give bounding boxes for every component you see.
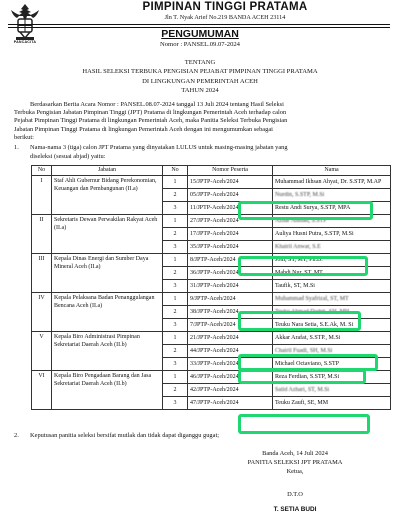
header-name: Nama xyxy=(273,166,391,176)
position-name: Staf Ahli Gubernur Bidang Perekonomian, Keuangan dan Pembangunan (II.a) xyxy=(52,176,163,215)
position-name: Kepala Pelaksana Badan Penanggulangan Bencana Aceh (II.a) xyxy=(52,293,163,332)
group-number: V xyxy=(32,332,52,371)
row-number: 2 xyxy=(163,345,188,358)
table-row xyxy=(32,371,391,384)
participant-name: Taufik, ST, M.Si xyxy=(273,280,391,293)
table-row xyxy=(32,293,391,306)
participant-number: 11/JPTP-Aceh/2024 xyxy=(188,202,273,215)
participant-number: 15/JPTP-Aceh/2024 xyxy=(188,176,273,189)
table-row xyxy=(32,332,391,345)
point-2 xyxy=(14,432,219,439)
row-number: 2 xyxy=(163,189,188,202)
row-number: 3 xyxy=(163,397,188,410)
position-name: Kepala Biro Administrasi Pimpinan Sekretariat Daerah Aceh (II.b) xyxy=(52,332,163,371)
participant-name: Khairil Anwar, S.E xyxy=(273,241,391,254)
signer-role: Ketua, xyxy=(286,468,304,475)
point-1-line: Nama-nama 3 (tiga) calon JPT Pratama yang dinyatakan LULUS untuk masing-masing jabatan yang xyxy=(30,144,288,151)
subject-line: DI LINGKUNGAN PEMERINTAH ACEH xyxy=(142,77,258,85)
row-number: 3 xyxy=(163,280,188,293)
intro-line: Berdasarkan Berita Acara Nomor : PANSEL.08.07-2024 tanggal 13 Juli 2024 tentang Hasil Seleksi xyxy=(30,101,284,108)
position-name: Sekretaris Dewan Perwakilan Rakyat Aceh (II.a) xyxy=(52,215,163,254)
organization-name: PIMPINAN TINGGI PRATAMA xyxy=(142,1,308,13)
participant-number: 17/JPTP-Aceh/2024 xyxy=(188,228,273,241)
highlight-box xyxy=(238,414,370,434)
participant-number: 33/JPTP-Aceh/2024 xyxy=(188,358,273,371)
signer-organization: PANITIA SELEKSI JPT PRATAMA xyxy=(247,459,343,466)
group-number: I xyxy=(32,176,52,215)
row-number: 1 xyxy=(163,176,188,189)
participant-name: Chairil Fuadi, SH, M.Si xyxy=(273,345,391,358)
row-number: 2 xyxy=(163,267,188,280)
participant-name: Muhammad Ikhsan Ahyat, Dr. S.STP, M.AP xyxy=(273,176,391,189)
participant-name: Akkar Arafat, S.STP., M.Si xyxy=(273,332,391,345)
logo-caption: PANCACITA xyxy=(13,40,37,44)
intro-line: Pejabat Pimpinan Tinggi Pratama di lingkungan Pemerintah Aceh, maka Panitia Seleksi Terbuka Pengisian xyxy=(14,117,288,125)
point-number: 2. xyxy=(14,432,19,439)
intro-line: Terbuka Pengisian Jabatan Pimpinan Tinggi (JPT) Pratama di lingkungan Pemerintah Aceh terhadap calon xyxy=(14,109,287,117)
participant-name: Joni, ST, MT, Ph.D. xyxy=(273,254,391,267)
participant-number: 21/JPTP-Aceh/2024 xyxy=(188,332,273,345)
document-title: PENGUMUMAN xyxy=(161,28,239,40)
header-no: No xyxy=(32,166,52,176)
table-header-row xyxy=(32,166,391,176)
point-1 xyxy=(14,144,386,161)
header-position: Jabatan xyxy=(52,166,163,176)
table-row xyxy=(32,176,391,189)
participant-number: 35/JPTP-Aceh/2024 xyxy=(188,241,273,254)
subject-line: HASIL SELEKSI TERBUKA PENGISIAN PEJABAT PIMPINAN TINGGI PRATAMA xyxy=(82,68,318,76)
intro-line: Jabatan Pimpinan Tinggi Pratama di lingkungan Pemerintah Aceh dengan ini mengumumkan sebagai xyxy=(14,125,273,133)
group-number: VI xyxy=(32,371,52,410)
row-number: 3 xyxy=(163,202,188,215)
row-number: 1 xyxy=(163,293,188,306)
organization-address: Jln T. Nyak Arief No.219 BANDA ACEH 23114 xyxy=(164,14,286,21)
row-number: 1 xyxy=(163,371,188,384)
group-number: II xyxy=(32,215,52,254)
participant-number: 27/JPTP-Aceh/2024 xyxy=(188,215,273,228)
row-number: 2 xyxy=(163,384,188,397)
participant-number: 47/JPTP-Aceh/2024 xyxy=(188,397,273,410)
point-1-line: diseleksi (sesuai abjad) yaitu: xyxy=(30,152,106,160)
participant-name: Mahdi Nur, ST, MT xyxy=(273,267,391,280)
participant-name: Auliya Husni Putra, S.STP, M.Si xyxy=(273,228,391,241)
subject-line: TAHUN 2024 xyxy=(181,86,219,94)
group-number: IV xyxy=(32,293,52,332)
dto-mark: D.T.O xyxy=(287,491,303,498)
participant-name: Teuku Zaufi, SE, MM xyxy=(273,397,391,410)
participant-name: Azhar Ahmad, S.STP xyxy=(273,215,391,228)
intro-line: berikut: xyxy=(14,133,34,141)
participant-name: Michael Octaviano, S.STP xyxy=(273,358,391,371)
participant-number: 7/JPTP-Aceh/2024 xyxy=(188,319,273,332)
participant-name: Restu Andi Surya, S.STP, MPA xyxy=(273,202,391,215)
header-participant-number: Nomor Peserta xyxy=(188,166,273,176)
participant-number: 36/JPTP-Aceh/2024 xyxy=(188,267,273,280)
participant-name: Teuku Nara Setia, S.E.Ak, M. Si xyxy=(273,319,391,332)
group-number: III xyxy=(32,254,52,293)
row-number: 3 xyxy=(163,241,188,254)
header-row-no: No xyxy=(163,166,188,176)
subject-line: TENTANG xyxy=(184,59,216,66)
row-number: 3 xyxy=(163,358,188,371)
participant-name: Teuku Ahmad Dadek, SH, MH xyxy=(273,306,391,319)
row-number: 2 xyxy=(163,228,188,241)
participant-number: 05/JPTP-Aceh/2024 xyxy=(188,189,273,202)
table-row xyxy=(32,215,391,228)
participant-name: Nurdin, S.STP, M.Si xyxy=(273,189,391,202)
participant-number: 46/JPTP-Aceh/2024 xyxy=(188,371,273,384)
letterhead-rule-thick xyxy=(8,24,390,25)
city-date: Banda Aceh, 14 Juli 2024 xyxy=(262,450,328,457)
point-number: 1. xyxy=(14,144,19,151)
participant-number: 44/JPTP-Aceh/2024 xyxy=(188,345,273,358)
participant-number: 9/JPTP-Aceh/2024 xyxy=(188,293,273,306)
participant-number: 31/JPTP-Aceh/2024 xyxy=(188,280,273,293)
row-number: 1 xyxy=(163,332,188,345)
point-2-text: Keputusan panitia seleksi bersifat mutlak dan tidak dapat diganggu gugat; xyxy=(30,432,220,439)
participant-name: Saiid Azhari, ST, M.Si xyxy=(273,384,391,397)
participant-name: Reza Ferdian, S.STP, M.Si xyxy=(273,371,391,384)
row-number: 2 xyxy=(163,306,188,319)
row-number: 3 xyxy=(163,319,188,332)
document-subject xyxy=(0,58,400,95)
intro-paragraph xyxy=(14,101,386,142)
row-number: 1 xyxy=(163,254,188,267)
participant-number: 8/JPTP-Aceh/2024 xyxy=(188,254,273,267)
row-number: 1 xyxy=(163,215,188,228)
signer-name: T. SETIA BUDI xyxy=(273,506,317,513)
participant-number: 42/JPTP-Aceh/2024 xyxy=(188,384,273,397)
position-name: Kepala Dinas Energi dan Sumber Daya Mineral Aceh (II.a) xyxy=(52,254,163,293)
document-number: Nomor : PANSEL.09.07-2024 xyxy=(160,41,240,48)
table-row xyxy=(32,254,391,267)
participant-name: Muhammad Syafrizal, ST, MT xyxy=(273,293,391,306)
position-name: Kepala Biro Pengadaan Barang dan Jasa Sekretariat Daerah Aceh (II.b) xyxy=(52,371,163,410)
results-table xyxy=(31,165,391,410)
participant-number: 38/JPTP-Aceh/2024 xyxy=(188,306,273,319)
